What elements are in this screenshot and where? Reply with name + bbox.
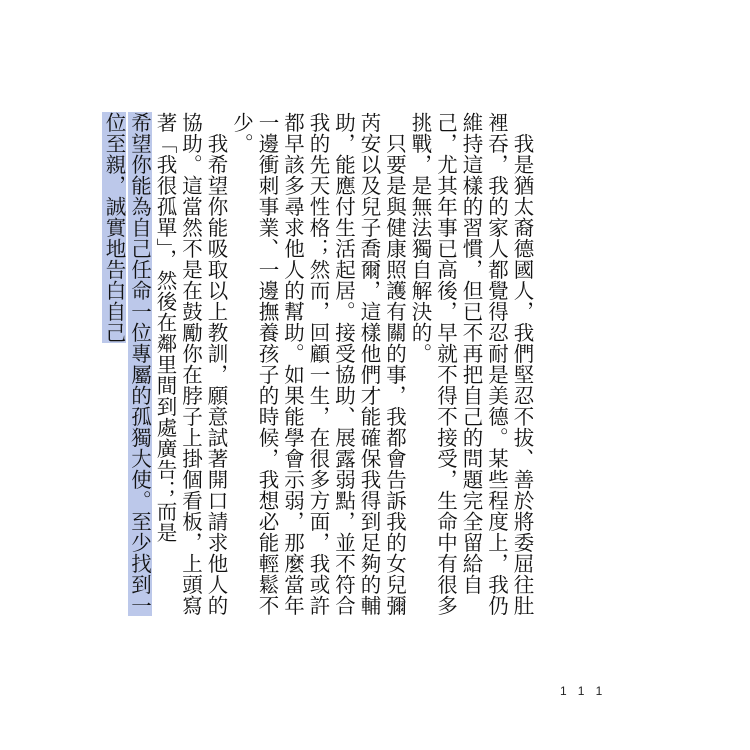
paragraph-3-text: 我希望你能吸取以上教訓，願意試著開口請求他人的協助。這當然不是在鼓勵你在脖子上掛個看板，上頭寫著「我很孤單」，然後在鄰里間到處廣告；而是 bbox=[153, 112, 228, 616]
paragraph-2: 只要是與健康照護有關的事，我都會告訴我的女兒彌芮安以及兒子喬爾，這樣他們才能確保我得到足夠的輔助，能應付生活起居。接受協助、展露弱點，並不符合我的先天性格；然而，回顧一生，在很多方面，我或許都早該多尋求他人的幫助。如果能學會示弱，那麼當年一邊衝刺事業、一邊撫養孩子的時候，我想必能輕鬆不少。 bbox=[229, 112, 407, 616]
vertical-text-body bbox=[102, 112, 534, 636]
paragraph-3-continued bbox=[101, 112, 152, 636]
paragraph-3 bbox=[152, 112, 229, 636]
page-number: 111 bbox=[560, 684, 615, 698]
paragraph-1: 我是猶太裔德國人，我們堅忍不拔、善於將委屈往肚裡吞，我的家人都覺得忍耐是美德。某些程度上，我仍維持這樣的習慣，但已不再把自己的問題完全留給自己，尤其年事已高後，早就不得不接受，生命中有很多挑戰，是無法獨自解決的。 bbox=[408, 112, 534, 616]
highlighted-selection[interactable]: 希望你能為自己任命一位專屬的孤獨大使。至少找到一位至親，誠實地告白自己 bbox=[102, 112, 152, 616]
